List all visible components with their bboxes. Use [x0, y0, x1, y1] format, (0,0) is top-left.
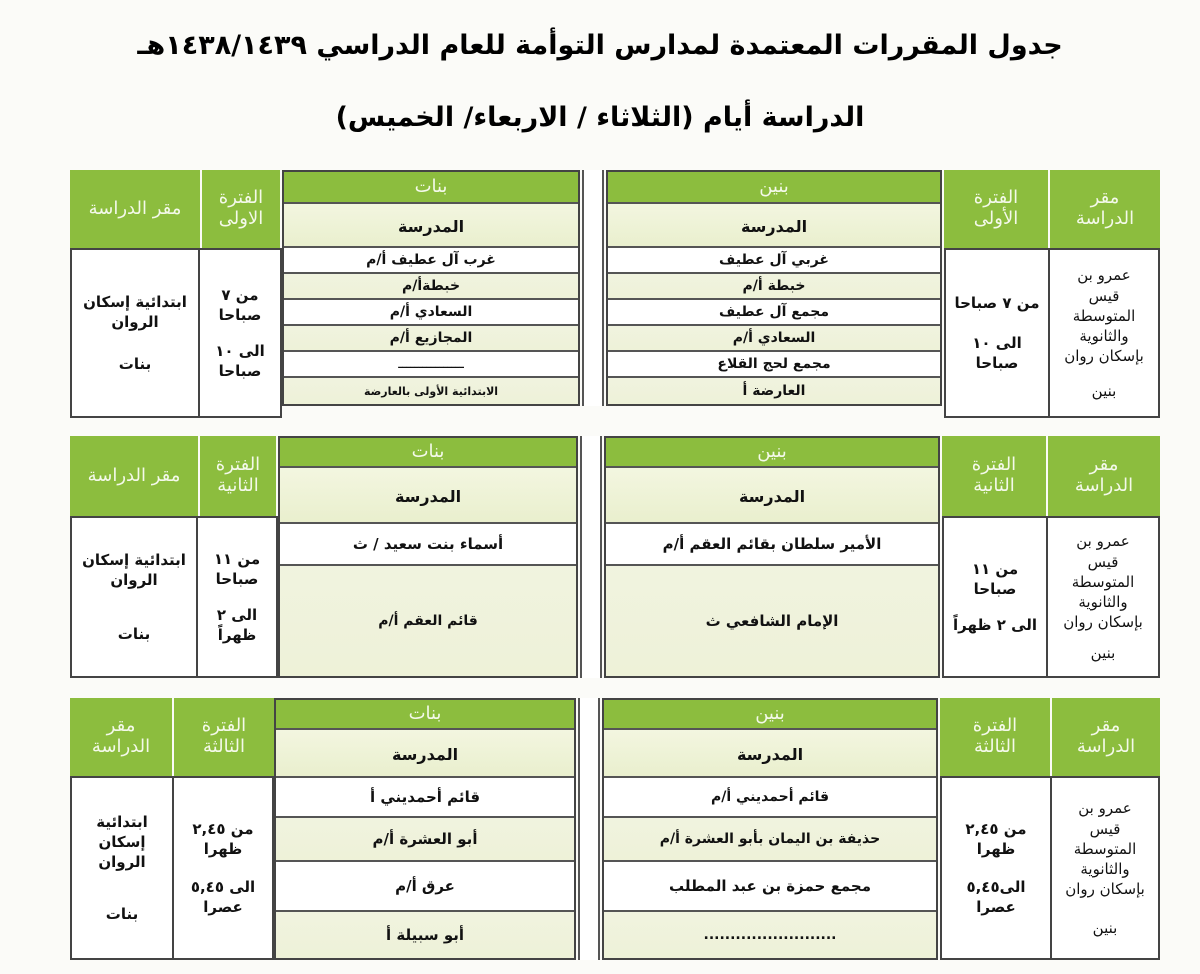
schedule-block-2 [70, 436, 1160, 678]
girls-school-row: المجازيع أ/م [284, 324, 578, 350]
girls-location-cell [70, 516, 198, 678]
boys-location-line: بإسكان روان [1064, 347, 1144, 366]
boys-time-line: صباحا [975, 354, 1019, 373]
girls-time-line: عصرا [203, 898, 243, 917]
girls-header: بنات [284, 172, 578, 202]
boys-school-row: مجمع آل عطيف [608, 298, 940, 324]
page-title: جدول المقررات المعتمدة لمدارس التوأمة للعام الدراسي ١٤٣٨/١٤٣٩هـ [137, 30, 1063, 61]
girls-time-line: ظهرا [203, 839, 243, 858]
girls-time-cell [174, 776, 274, 960]
boys-location-cell [1052, 776, 1160, 960]
girls-school-row: قائم أحمديني أ [276, 776, 574, 816]
boys-location-line: بنين [1092, 918, 1118, 937]
girls-time-line: صباحا [218, 305, 262, 324]
girls-location-line: الروان [110, 570, 158, 589]
boys-period-header: الفترة الثانية [942, 436, 1046, 516]
girls-location-line: ابتدائية إسكان [83, 292, 187, 311]
girls-time-line: الى ٢ [216, 606, 258, 624]
girls-period-header: الفترة الاولى [202, 170, 280, 248]
girls-location-line: إسكان [98, 832, 146, 851]
boys-header: بنين [608, 172, 940, 202]
boys-location-line: المتوسطة [1073, 839, 1137, 858]
boys-school-row: مجمع حمزة بن عبد المطلب [604, 860, 936, 910]
girls-school-header: المدرسة [280, 466, 576, 524]
center-divider [580, 436, 602, 678]
boys-location-line: بإسكان روان [1065, 880, 1145, 899]
boys-header: بنين [606, 438, 938, 466]
boys-time-cell [944, 248, 1050, 418]
boys-time-line: من ١١ [971, 559, 1019, 578]
boys-location-line: والثانوية [1078, 593, 1128, 611]
girls-location-line: بنات [117, 625, 151, 644]
boys-location-line: بإسكان روان [1063, 613, 1143, 632]
girls-time-line: الى ٥,٤٥ [190, 878, 256, 896]
girls-time-line: ظهراً [217, 626, 257, 645]
girls-location-header: مقر الدراسة [70, 436, 198, 516]
boys-time-cell [940, 776, 1052, 960]
boys-location-header: مقر الدراسة [1048, 436, 1160, 516]
boys-school-header: المدرسة [604, 728, 936, 778]
boys-location-line: قيس [1088, 286, 1120, 305]
boys-location-line: المتوسطة [1071, 572, 1135, 591]
girls-time-cell [198, 516, 278, 678]
girls-location-line: ابتدائية [96, 812, 148, 831]
girls-schools-column [278, 436, 578, 678]
boys-school-row: خبطة أ/م [608, 272, 940, 298]
girls-time-line: من ٢,٤٥ [192, 819, 254, 838]
boys-location-line: بنين [1091, 381, 1117, 400]
boys-location-line: والثانوية [1080, 860, 1130, 878]
girls-school-header: المدرسة [276, 728, 574, 778]
boys-header: بنين [604, 700, 936, 728]
girls-location-cell [70, 776, 174, 960]
boys-school-header: المدرسة [606, 466, 938, 524]
girls-school-row: عرق أ/م [276, 860, 574, 910]
boys-school-row: العارضة أ [608, 376, 940, 404]
boys-period-header: الفترة الثالثة [940, 698, 1050, 776]
girls-time-line: من ٧ [221, 285, 259, 304]
girls-school-header: المدرسة [284, 202, 578, 248]
boys-location-line: عمرو بن [1077, 266, 1131, 285]
girls-header: بنات [280, 438, 576, 466]
girls-school-row: ــــــــــــــــ [284, 350, 578, 376]
boys-school-header: المدرسة [608, 202, 940, 248]
girls-period-header: الفترة الثالثة [174, 698, 274, 776]
girls-school-row: أبو العشرة أ/م [276, 816, 574, 860]
boys-schools-column [606, 170, 942, 406]
boys-time-line: من ٢,٤٥ [965, 819, 1027, 838]
boys-school-row: مجمع لحج القلاع [608, 350, 940, 376]
boys-time-line: صباحا [973, 579, 1017, 598]
boys-time-line: الى ٢ ظهراً [952, 616, 1038, 635]
girls-location-line: بنات [105, 905, 139, 924]
boys-location-header: مقر الدراسة [1050, 170, 1160, 248]
boys-time-line: ظهرا [976, 839, 1016, 858]
girls-location-line: بنات [118, 355, 152, 374]
boys-schools-column [604, 436, 940, 678]
boys-location-line: قيس [1089, 819, 1121, 838]
boys-time-cell [942, 516, 1048, 678]
boys-school-row: غربي آل عطيف [608, 246, 940, 272]
boys-school-row: ......................... [604, 910, 936, 958]
girls-location-line: الروان [98, 853, 146, 871]
girls-school-row: أبو سبيلة أ [276, 910, 574, 958]
boys-location-line: بنين [1090, 643, 1116, 662]
girls-time-line: الى ١٠ [215, 342, 265, 360]
boys-location-line: والثانوية [1079, 327, 1129, 345]
boys-time-line: الى٥,٤٥ [966, 878, 1026, 896]
schedule-block-3 [70, 698, 1160, 960]
boys-school-row: الأمير سلطان بقائم العقم أ/م [606, 522, 938, 564]
page-subtitle: الدراسة أيام (الثلاثاء / الاربعاء/ الخميس) [335, 102, 865, 133]
girls-location-line: الروان [111, 312, 159, 331]
girls-schools-column [274, 698, 576, 960]
boys-school-row: قائم أحمديني أ/م [604, 776, 936, 816]
boys-time-line: من ٧ صباحا [954, 293, 1040, 312]
center-divider [582, 170, 604, 406]
girls-time-line: من ١١ [213, 549, 261, 568]
boys-time-line: عصرا [976, 898, 1016, 917]
girls-time-line: صباحا [218, 362, 262, 381]
boys-location-cell [1048, 516, 1160, 678]
boys-location-line: عمرو بن [1076, 532, 1130, 551]
girls-location-line: ابتدائية إسكان [82, 550, 186, 569]
boys-school-row: السعادي أ/م [608, 324, 940, 350]
boys-location-line: قيس [1087, 552, 1119, 571]
boys-location-line: عمرو بن [1078, 799, 1132, 818]
girls-school-row: أسماء بنت سعيد / ث [280, 522, 576, 564]
girls-schools-column [282, 170, 580, 406]
boys-school-row: حذيفة بن اليمان بأبو العشرة أ/م [604, 816, 936, 860]
boys-location-cell [1050, 248, 1160, 418]
girls-school-row: السعادي أ/م [284, 298, 578, 324]
girls-school-row: غرب آل عطيف أ/م [284, 246, 578, 272]
boys-school-row: الإمام الشافعي ث [606, 564, 938, 676]
girls-period-header: الفترة الثانية [200, 436, 276, 516]
girls-location-header: مقر الدراسة [70, 698, 172, 776]
girls-school-row: قائم العقم أ/م [280, 564, 576, 676]
girls-header: بنات [276, 700, 574, 728]
girls-school-row: الابتدائية الأولى بالعارضة [284, 376, 578, 404]
girls-school-row: خبطةأ/م [284, 272, 578, 298]
schedule-block-1 [70, 170, 1160, 418]
boys-time-line: الى ١٠ [972, 333, 1022, 352]
center-divider [578, 698, 600, 960]
boys-period-header: الفترة الأولى [944, 170, 1048, 248]
girls-time-cell [200, 248, 282, 418]
boys-location-line: المتوسطة [1072, 306, 1136, 325]
boys-location-header: مقر الدراسة [1052, 698, 1160, 776]
girls-location-header: مقر الدراسة [70, 170, 200, 248]
boys-schools-column [602, 698, 938, 960]
girls-location-cell [70, 248, 200, 418]
girls-time-line: صباحا [215, 569, 259, 588]
